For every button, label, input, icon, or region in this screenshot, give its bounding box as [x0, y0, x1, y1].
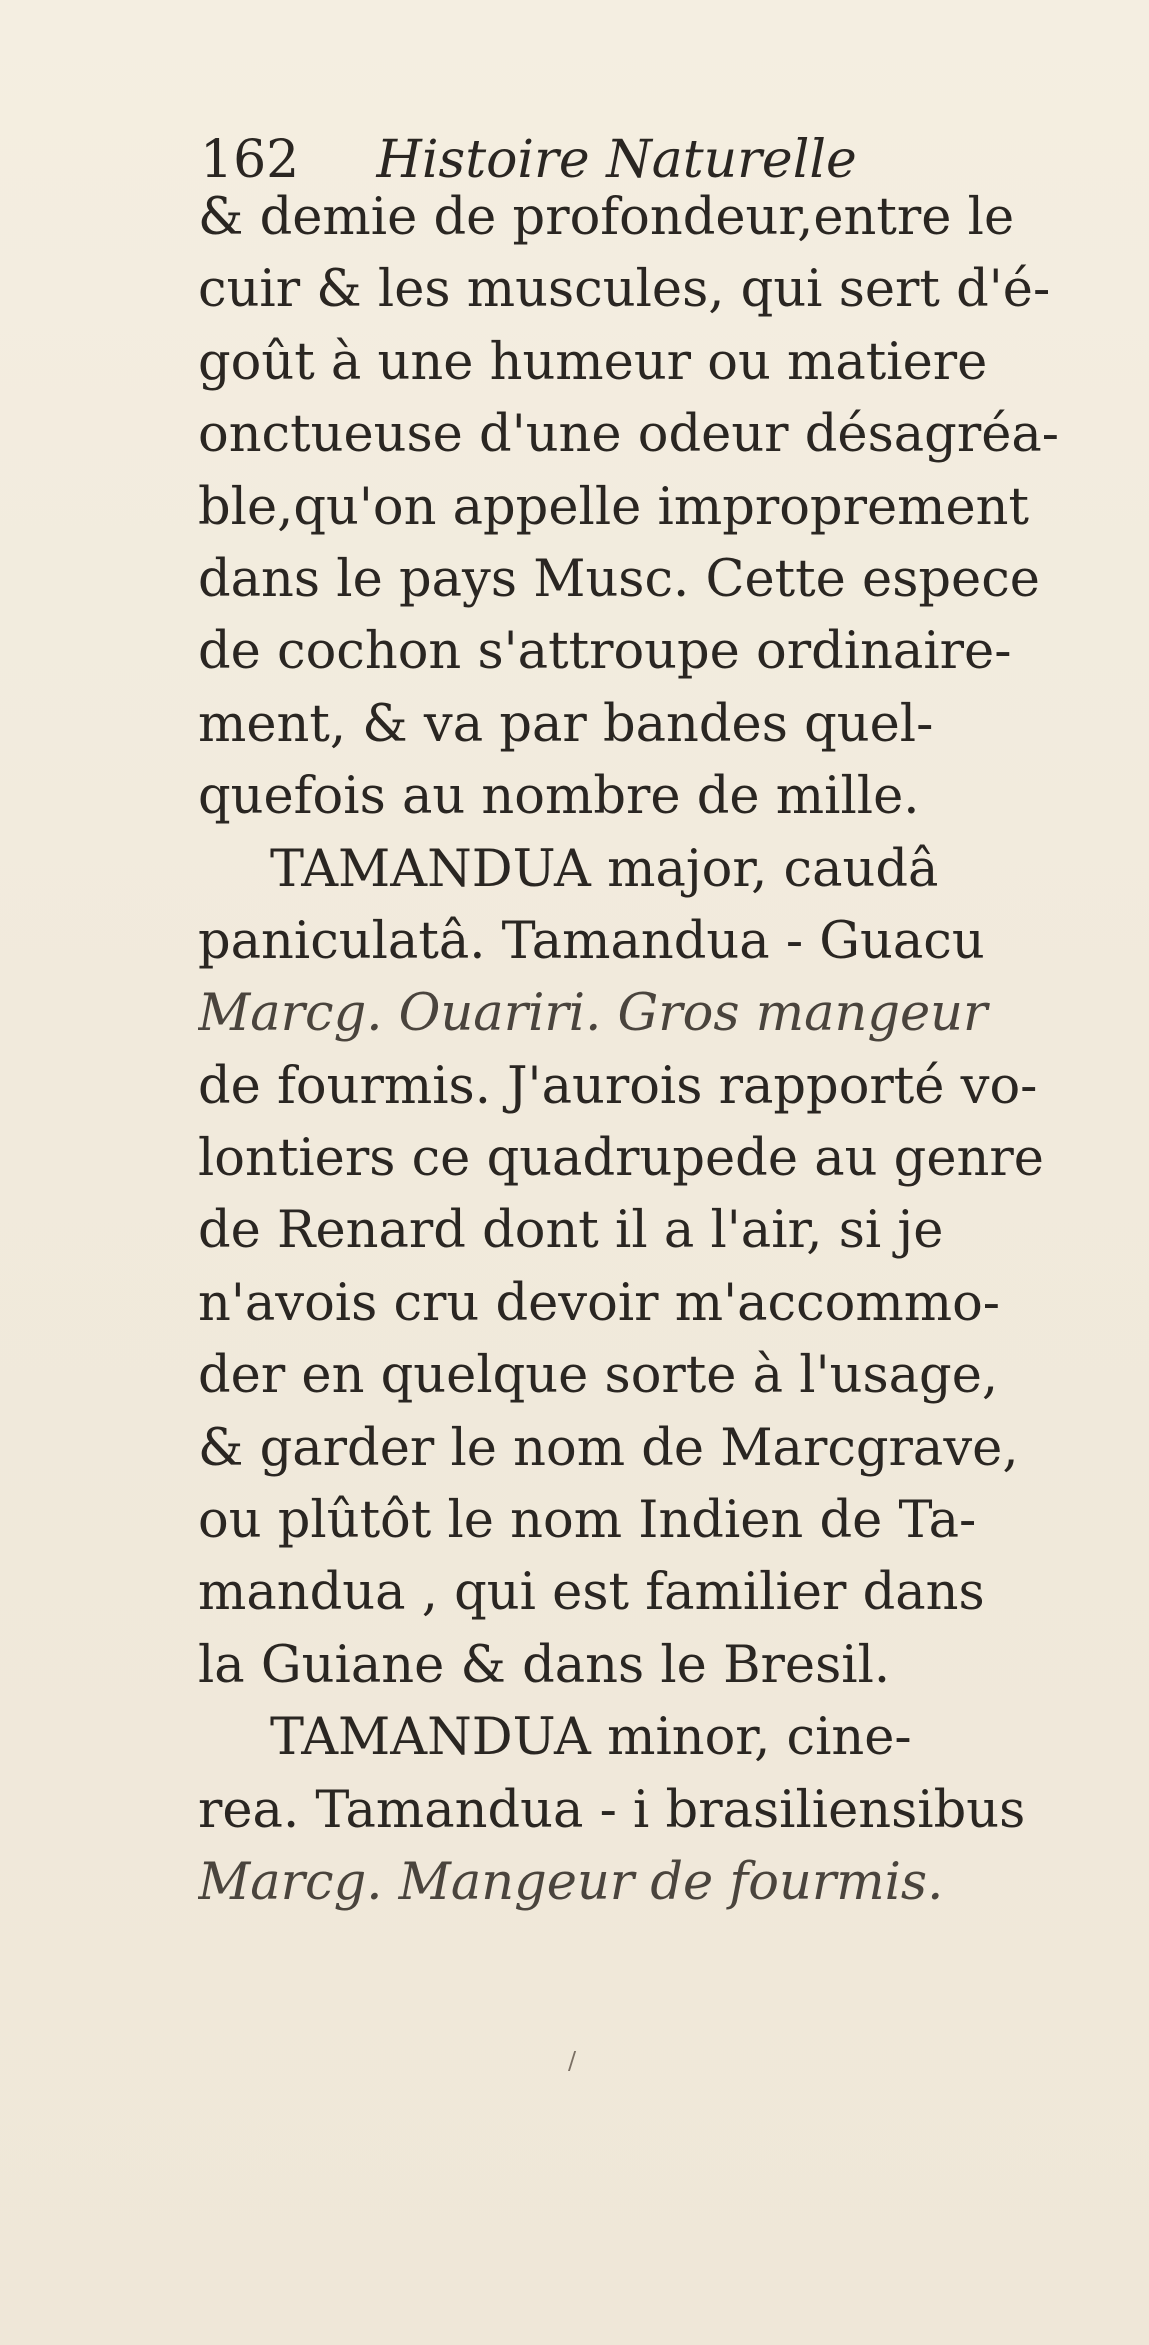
- text-line: cuir & les muscules, qui sert d'é-: [198, 260, 1051, 320]
- text-line: TAMANDUA major, caudâ: [270, 839, 939, 899]
- text-line: ou plûtôt le nom Indien de Ta-: [198, 1491, 977, 1551]
- text-line: lontiers ce quadrupede au genre: [198, 1129, 1044, 1189]
- text-line: & demie de profondeur,entre le: [198, 188, 1015, 247]
- text-line: Marcg. Ouariri. Gros mangeur: [198, 984, 988, 1044]
- text-line: de Renard dont il a l'air, si je: [198, 1201, 944, 1261]
- text-line: paniculatâ. Tamandua - Guacu: [198, 911, 985, 971]
- text-line: onctueuse d'une odeur désagréa-: [198, 405, 1060, 465]
- text-line: dans le pays Musc. Cette espece: [198, 549, 1040, 609]
- text-line: der en quelque sorte à l'usage,: [198, 1346, 999, 1406]
- text-line: de cochon s'attroupe ordinaire-: [198, 622, 1012, 682]
- text-line: n'avois cru devoir m'accommo-: [198, 1273, 1001, 1333]
- text-line: mandua , qui est familier dans: [198, 1563, 985, 1623]
- text-line: goût à une humeur ou matiere: [198, 332, 988, 392]
- text-line: TAMANDUA minor, cine-: [270, 1708, 912, 1768]
- page-mark: /: [568, 2047, 577, 2075]
- text-line: quefois au nombre de mille.: [198, 767, 920, 827]
- page-number: 162: [200, 130, 300, 190]
- text-line: ble,qu'on appelle improprement: [198, 477, 1030, 537]
- text-line: rea. Tamandua - i brasiliensibus: [198, 1780, 1026, 1840]
- text-line: la Guiane & dans le Bresil.: [198, 1635, 891, 1695]
- running-title: Histoire Naturelle: [376, 130, 857, 190]
- text-line: ment, & va par bandes quel-: [198, 694, 934, 754]
- text-line: de fourmis. J'aurois rapporté vo-: [198, 1056, 1038, 1116]
- text-line: & garder le nom de Marcgrave,: [198, 1418, 1019, 1478]
- body-text: [198, 182, 1110, 1919]
- text-line: Marcg. Mangeur de fourmis.: [198, 1852, 944, 1912]
